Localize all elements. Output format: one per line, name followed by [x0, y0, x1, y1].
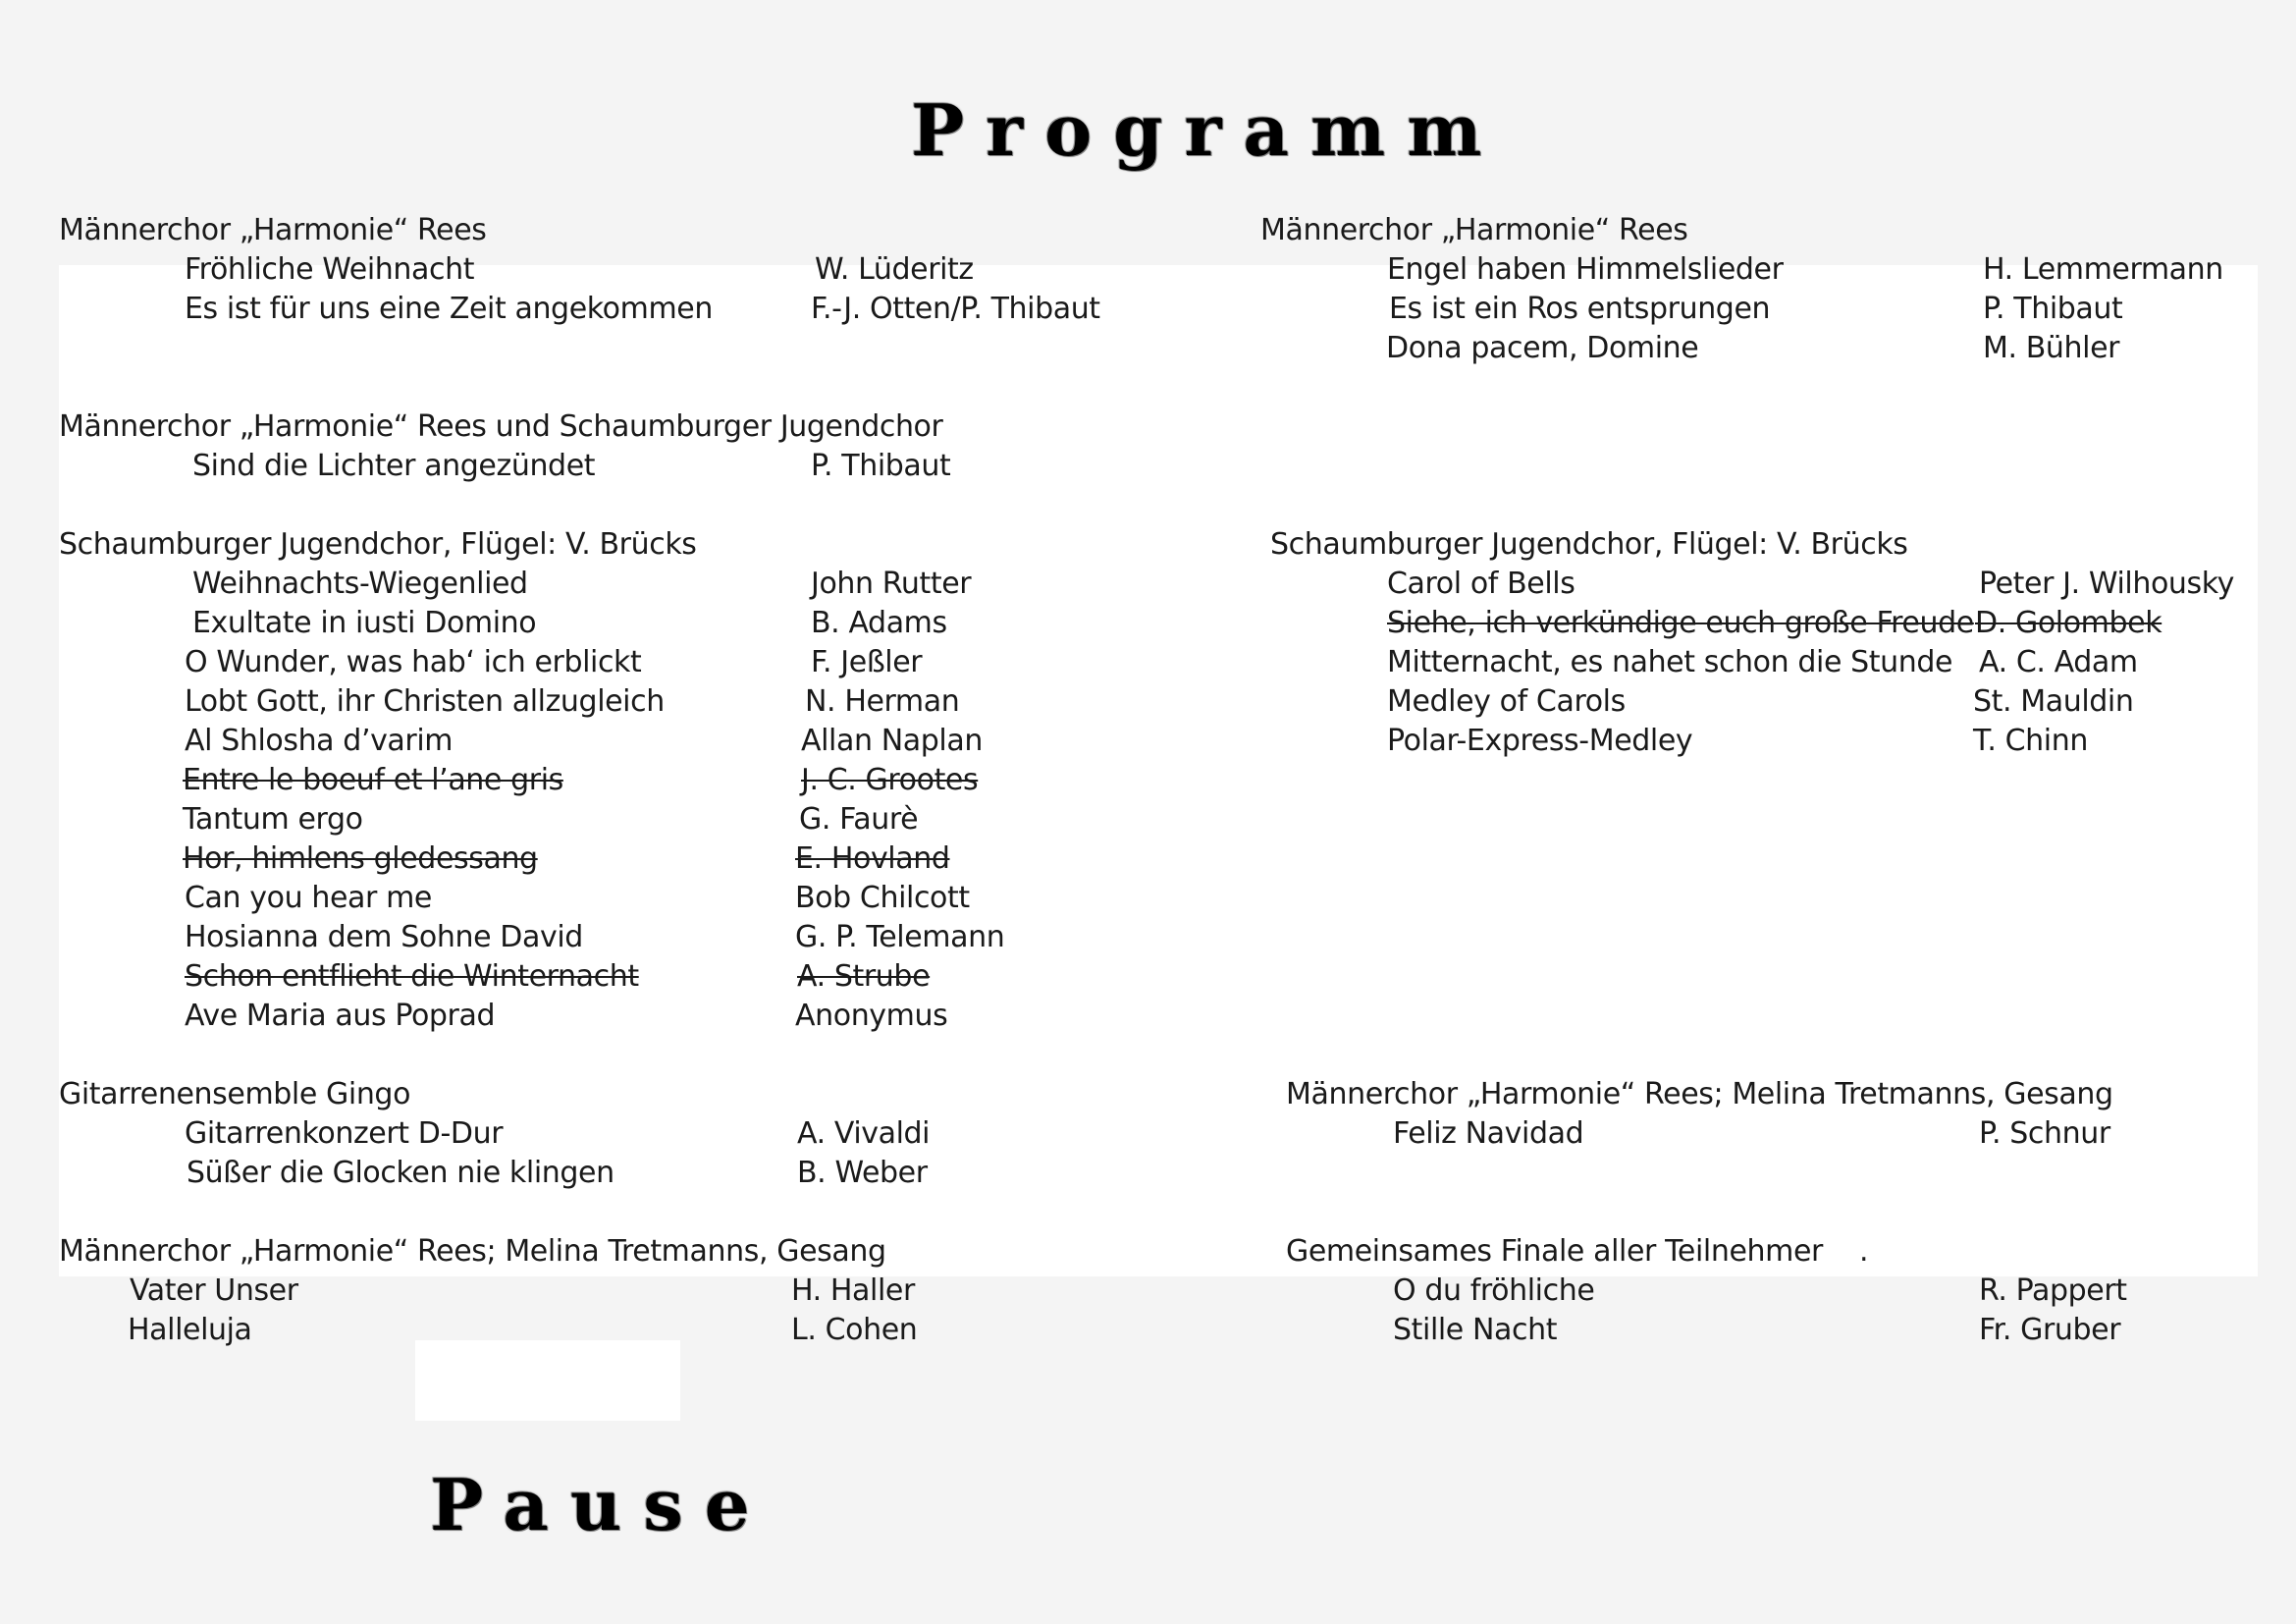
composer-name: H. Haller: [791, 1273, 915, 1308]
composer-name: A. Vivaldi: [797, 1116, 931, 1151]
group-heading: Männerchor „Harmonie“ Rees und Schaumburger Jugendchor: [59, 409, 943, 444]
piece-title: O Wunder, was hab‘ ich erblickt: [185, 645, 642, 679]
piece-title-cancelled: Entre le boeuf et l’ane gris: [183, 763, 563, 797]
composer-name: F. Jeßler: [811, 645, 923, 679]
piece-title: Dona pacem, Domine: [1386, 331, 1699, 365]
composer-name: B. Weber: [797, 1156, 928, 1190]
piece-title: Sind die Lichter angezündet: [192, 449, 596, 483]
pause-label: Pause: [430, 1463, 772, 1546]
group-heading: Gitarrenensemble Gingo: [59, 1077, 411, 1111]
composer-name: G. P. Telemann: [795, 920, 1005, 954]
composer-name: A. C. Adam: [1979, 645, 2138, 679]
piece-title: Can you hear me: [185, 881, 432, 915]
composer-name-cancelled: D. Golombek: [1975, 606, 2163, 640]
piece-title: Polar-Express-Medley: [1387, 724, 1693, 758]
composer-name-cancelled: E. Hovland: [795, 841, 950, 876]
composer-name: N. Herman: [805, 684, 960, 719]
composer-name: M. Bühler: [1983, 331, 2120, 365]
pause-background-panel: [415, 1340, 680, 1421]
group-heading: Schaumburger Jugendchor, Flügel: V. Brücks: [1270, 527, 1908, 562]
group-heading: Schaumburger Jugendchor, Flügel: V. Brücks: [59, 527, 697, 562]
page-title: Programm: [911, 88, 1504, 172]
piece-title: Gitarrenkonzert D-Dur: [185, 1116, 504, 1151]
piece-title: Engel haben Himmelslieder: [1387, 252, 1784, 287]
composer-name: P. Schnur: [1979, 1116, 2110, 1151]
composer-name: Bob Chilcott: [795, 881, 970, 915]
composer-name: B. Adams: [811, 606, 947, 640]
composer-name: H. Lemmermann: [1983, 252, 2223, 287]
composer-name: Fr. Gruber: [1979, 1313, 2121, 1347]
heading-trailing-dot: .: [1859, 1234, 1869, 1269]
piece-title: Carol of Bells: [1387, 567, 1575, 601]
piece-title: Es ist ein Ros entsprungen: [1389, 292, 1771, 326]
composer-name: John Rutter: [811, 567, 972, 601]
composer-name: Peter J. Wilhousky: [1979, 567, 2235, 601]
composer-name: T. Chinn: [1973, 724, 2088, 758]
piece-title: Es ist für uns eine Zeit angekommen: [185, 292, 713, 326]
piece-title: Ave Maria aus Poprad: [185, 999, 496, 1033]
composer-name: P. Thibaut: [811, 449, 951, 483]
piece-title: Lobt Gott, ihr Christen allzugleich: [185, 684, 665, 719]
composer-name: F.-J. Otten/P. Thibaut: [811, 292, 1100, 326]
group-heading: Männerchor „Harmonie“ Rees: [1260, 213, 1688, 247]
composer-name: R. Pappert: [1979, 1273, 2127, 1308]
piece-title: Weihnachts-Wiegenlied: [192, 567, 528, 601]
group-heading: Männerchor „Harmonie“ Rees; Melina Tretmanns, Gesang: [59, 1234, 886, 1269]
piece-title: Tantum ergo: [183, 802, 363, 837]
composer-name: St. Mauldin: [1973, 684, 2134, 719]
piece-title: O du fröhliche: [1393, 1273, 1595, 1308]
piece-title: Stille Nacht: [1393, 1313, 1558, 1347]
piece-title: Al Shlosha d’varim: [185, 724, 454, 758]
piece-title: Medley of Carols: [1387, 684, 1626, 719]
piece-title: Fröhliche Weihnacht: [185, 252, 475, 287]
composer-name: P. Thibaut: [1983, 292, 2123, 326]
piece-title-cancelled: Siehe, ich verkündige euch große Freude: [1387, 606, 1974, 640]
piece-title-cancelled: Schon entflieht die Winternacht: [185, 959, 639, 994]
piece-title: Vater Unser: [130, 1273, 298, 1308]
piece-title: Süßer die Glocken nie klingen: [187, 1156, 614, 1190]
piece-title: Mitternacht, es nahet schon die Stunde: [1387, 645, 1953, 679]
piece-title: Hosianna dem Sohne David: [185, 920, 583, 954]
piece-title: Exultate in iusti Domino: [192, 606, 537, 640]
composer-name-cancelled: A. Strube: [797, 959, 931, 994]
piece-title: Feliz Navidad: [1393, 1116, 1584, 1151]
group-heading: Männerchor „Harmonie“ Rees: [59, 213, 487, 247]
composer-name: Allan Naplan: [801, 724, 983, 758]
composer-name: W. Lüderitz: [815, 252, 974, 287]
group-heading: Gemeinsames Finale aller Teilnehmer: [1286, 1234, 1823, 1269]
group-heading: Männerchor „Harmonie“ Rees; Melina Tretmanns, Gesang: [1286, 1077, 2113, 1111]
piece-title: Halleluja: [128, 1313, 252, 1347]
piece-title-cancelled: Hor, himlens gledessang: [183, 841, 538, 876]
composer-name: Anonymus: [795, 999, 948, 1033]
composer-name: L. Cohen: [791, 1313, 918, 1347]
composer-name: G. Faurè: [799, 802, 919, 837]
composer-name-cancelled: J. C. Grootes: [801, 763, 979, 797]
